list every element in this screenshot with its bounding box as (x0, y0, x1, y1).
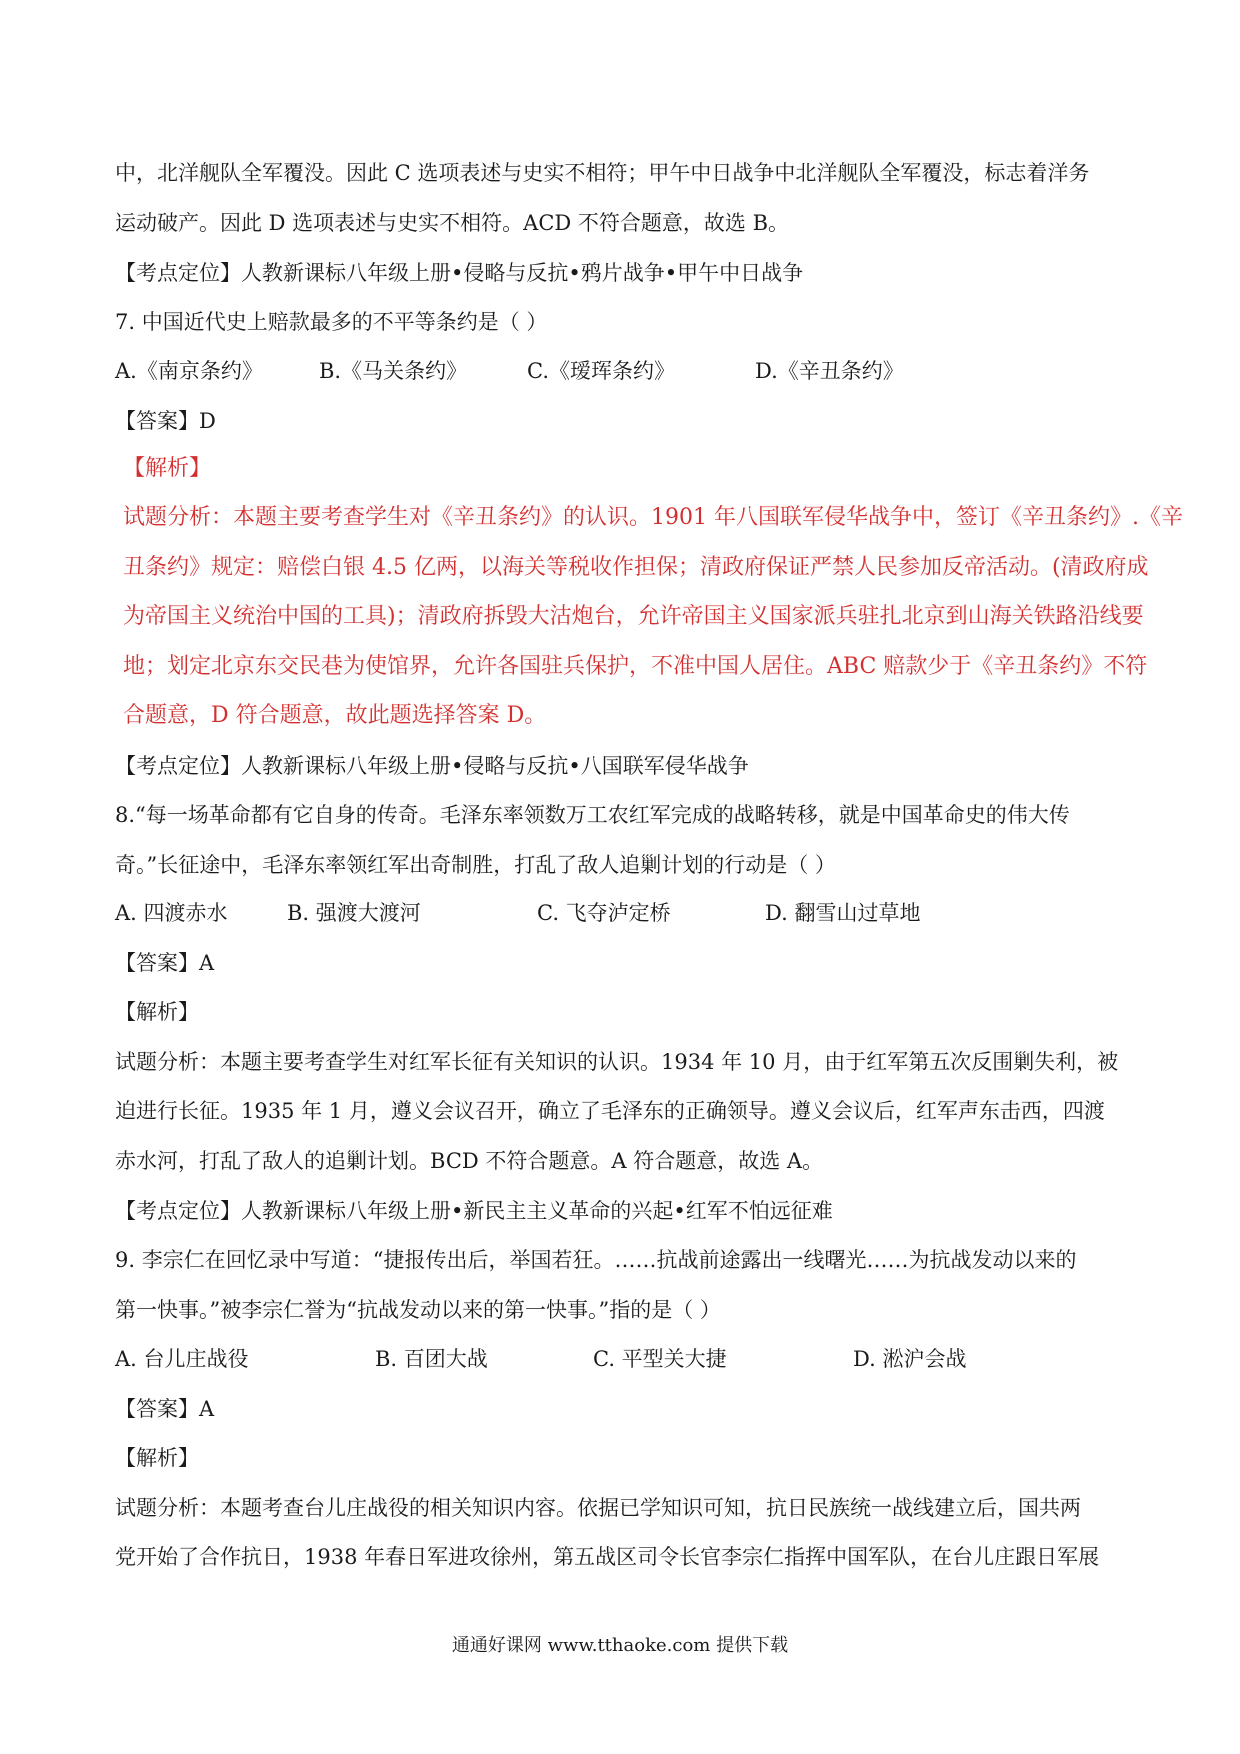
q9-option-a: A. 台儿庄战役 (115, 1347, 249, 1371)
q7-analysis-line: 为帝国主义统治中国的工具)；清政府拆毁大沽炮台，允许帝国主义国家派兵驻扎北京到山海关铁路沿线要 (123, 604, 1144, 629)
q7-analysis-label: 【解析】 (123, 456, 212, 481)
q8-analysis-line: 试题分析：本题主要考查学生对红军长征有关知识的认识。1934 年 10 月，由于红军第五次反围剿失利，被 (115, 1050, 1119, 1074)
q8-analysis-line: 迫进行长征。1935 年 1 月，遵义会议召开，确立了毛泽东的正确领导。遵义会议后，红军声东击西，四渡 (115, 1099, 1105, 1123)
page-footer: 通通好课网 www.tthaoke.com 提供下载 (451, 1635, 789, 1656)
q8-answer: 【答案】A (115, 951, 215, 975)
q7-analysis-line: 合题意，D 符合题意，故此题选择答案 D。 (123, 703, 547, 728)
q7-analysis-line: 地；划定北京东交民巷为使馆界，允许各国驻兵保护，不准中国人居住。ABC 赔款少于《辛丑条约》不符 (123, 654, 1148, 679)
q8-option-c: C. 飞夺泸定桥 (537, 901, 671, 925)
q8-options (115, 898, 1135, 928)
q8-option-a: A. 四渡赤水 (115, 901, 228, 925)
q9-option-d: D. 淞沪会战 (853, 1347, 967, 1371)
q9-question-line: 第一快事。”被李宗仁誉为“抗战发动以来的第一快事。”指的是（ ） (115, 1298, 721, 1322)
q7-analysis-line: 试题分析：本题主要考查学生对《辛丑条约》的认识。1901 年八国联军侵华战争中，签订《辛丑条约》.《辛 (123, 505, 1183, 530)
q8-option-d: D. 翻雪山过草地 (765, 901, 921, 925)
intro-line: 中，北洋舰队全军覆没。因此 C 选项表述与史实不相符；甲午中日战争中北洋舰队全军覆没，标志着洋务 (115, 161, 1090, 185)
intro-point: 【考点定位】人教新课标八年级上册•侵略与反抗•鸦片战争•甲午中日战争 (115, 261, 804, 285)
intro-line: 运动破产。因此 D 选项表述与史实不相符。ACD 不符合题意，故选 B。 (115, 211, 790, 235)
q8-analysis-line: 赤水河，打乱了敌人的追剿计划。BCD 不符合题意。A 符合题意，故选 A。 (115, 1149, 824, 1173)
q9-answer: 【答案】A (115, 1397, 215, 1421)
q7-analysis-line: 丑条约》规定：赔偿白银 4.5 亿两，以海关等税收作担保；清政府保证严禁人民参加反帝活动。(清政府成 (123, 555, 1149, 580)
q9-option-b: B. 百团大战 (375, 1347, 488, 1371)
q8-question-line: 奇。”长征途中，毛泽东率领红军出奇制胜，打乱了敌人追剿计划的行动是（ ） (115, 853, 836, 877)
q9-options (115, 1344, 1135, 1374)
q9-analysis-line: 党开始了合作抗日，1938 年春日军进攻徐州，第五战区司令长官李宗仁指挥中国军队，在台儿庄跟日军展 (115, 1545, 1100, 1569)
q8-question-line: 8.“每一场革命都有它自身的传奇。毛泽东率领数万工农红军完成的战略转移，就是中国革命史的伟大传 (115, 803, 1070, 827)
q7-option-c: C.《瑷珲条约》 (527, 359, 675, 383)
q7-answer: 【答案】D (115, 409, 216, 433)
q7-option-b: B.《马关条约》 (319, 359, 468, 383)
q9-option-c: C. 平型关大捷 (593, 1347, 727, 1371)
q7-option-d: D.《辛丑条约》 (755, 359, 904, 383)
q8-option-b: B. 强渡大渡河 (287, 901, 421, 925)
q9-analysis-label: 【解析】 (115, 1446, 199, 1470)
q7-point: 【考点定位】人教新课标八年级上册•侵略与反抗•八国联军侵华战争 (115, 754, 749, 778)
q8-analysis-label: 【解析】 (115, 1000, 199, 1024)
q7-options (115, 356, 1135, 386)
q7-question: 7. 中国近代史上赔款最多的不平等条约是（ ） (115, 310, 548, 334)
q9-question-line: 9. 李宗仁在回忆录中写道：“捷报传出后，举国若狂。……抗战前途露出一线曙光……为抗战发动以来的 (115, 1248, 1077, 1272)
q8-point: 【考点定位】人教新课标八年级上册•新民主主义革命的兴起•红军不怕远征难 (115, 1199, 833, 1223)
q9-analysis-line: 试题分析：本题考查台儿庄战役的相关知识内容。依据已学知识可知，抗日民族统一战线建立后，国共两 (115, 1496, 1081, 1520)
q7-option-a: A.《南京条约》 (115, 359, 263, 383)
